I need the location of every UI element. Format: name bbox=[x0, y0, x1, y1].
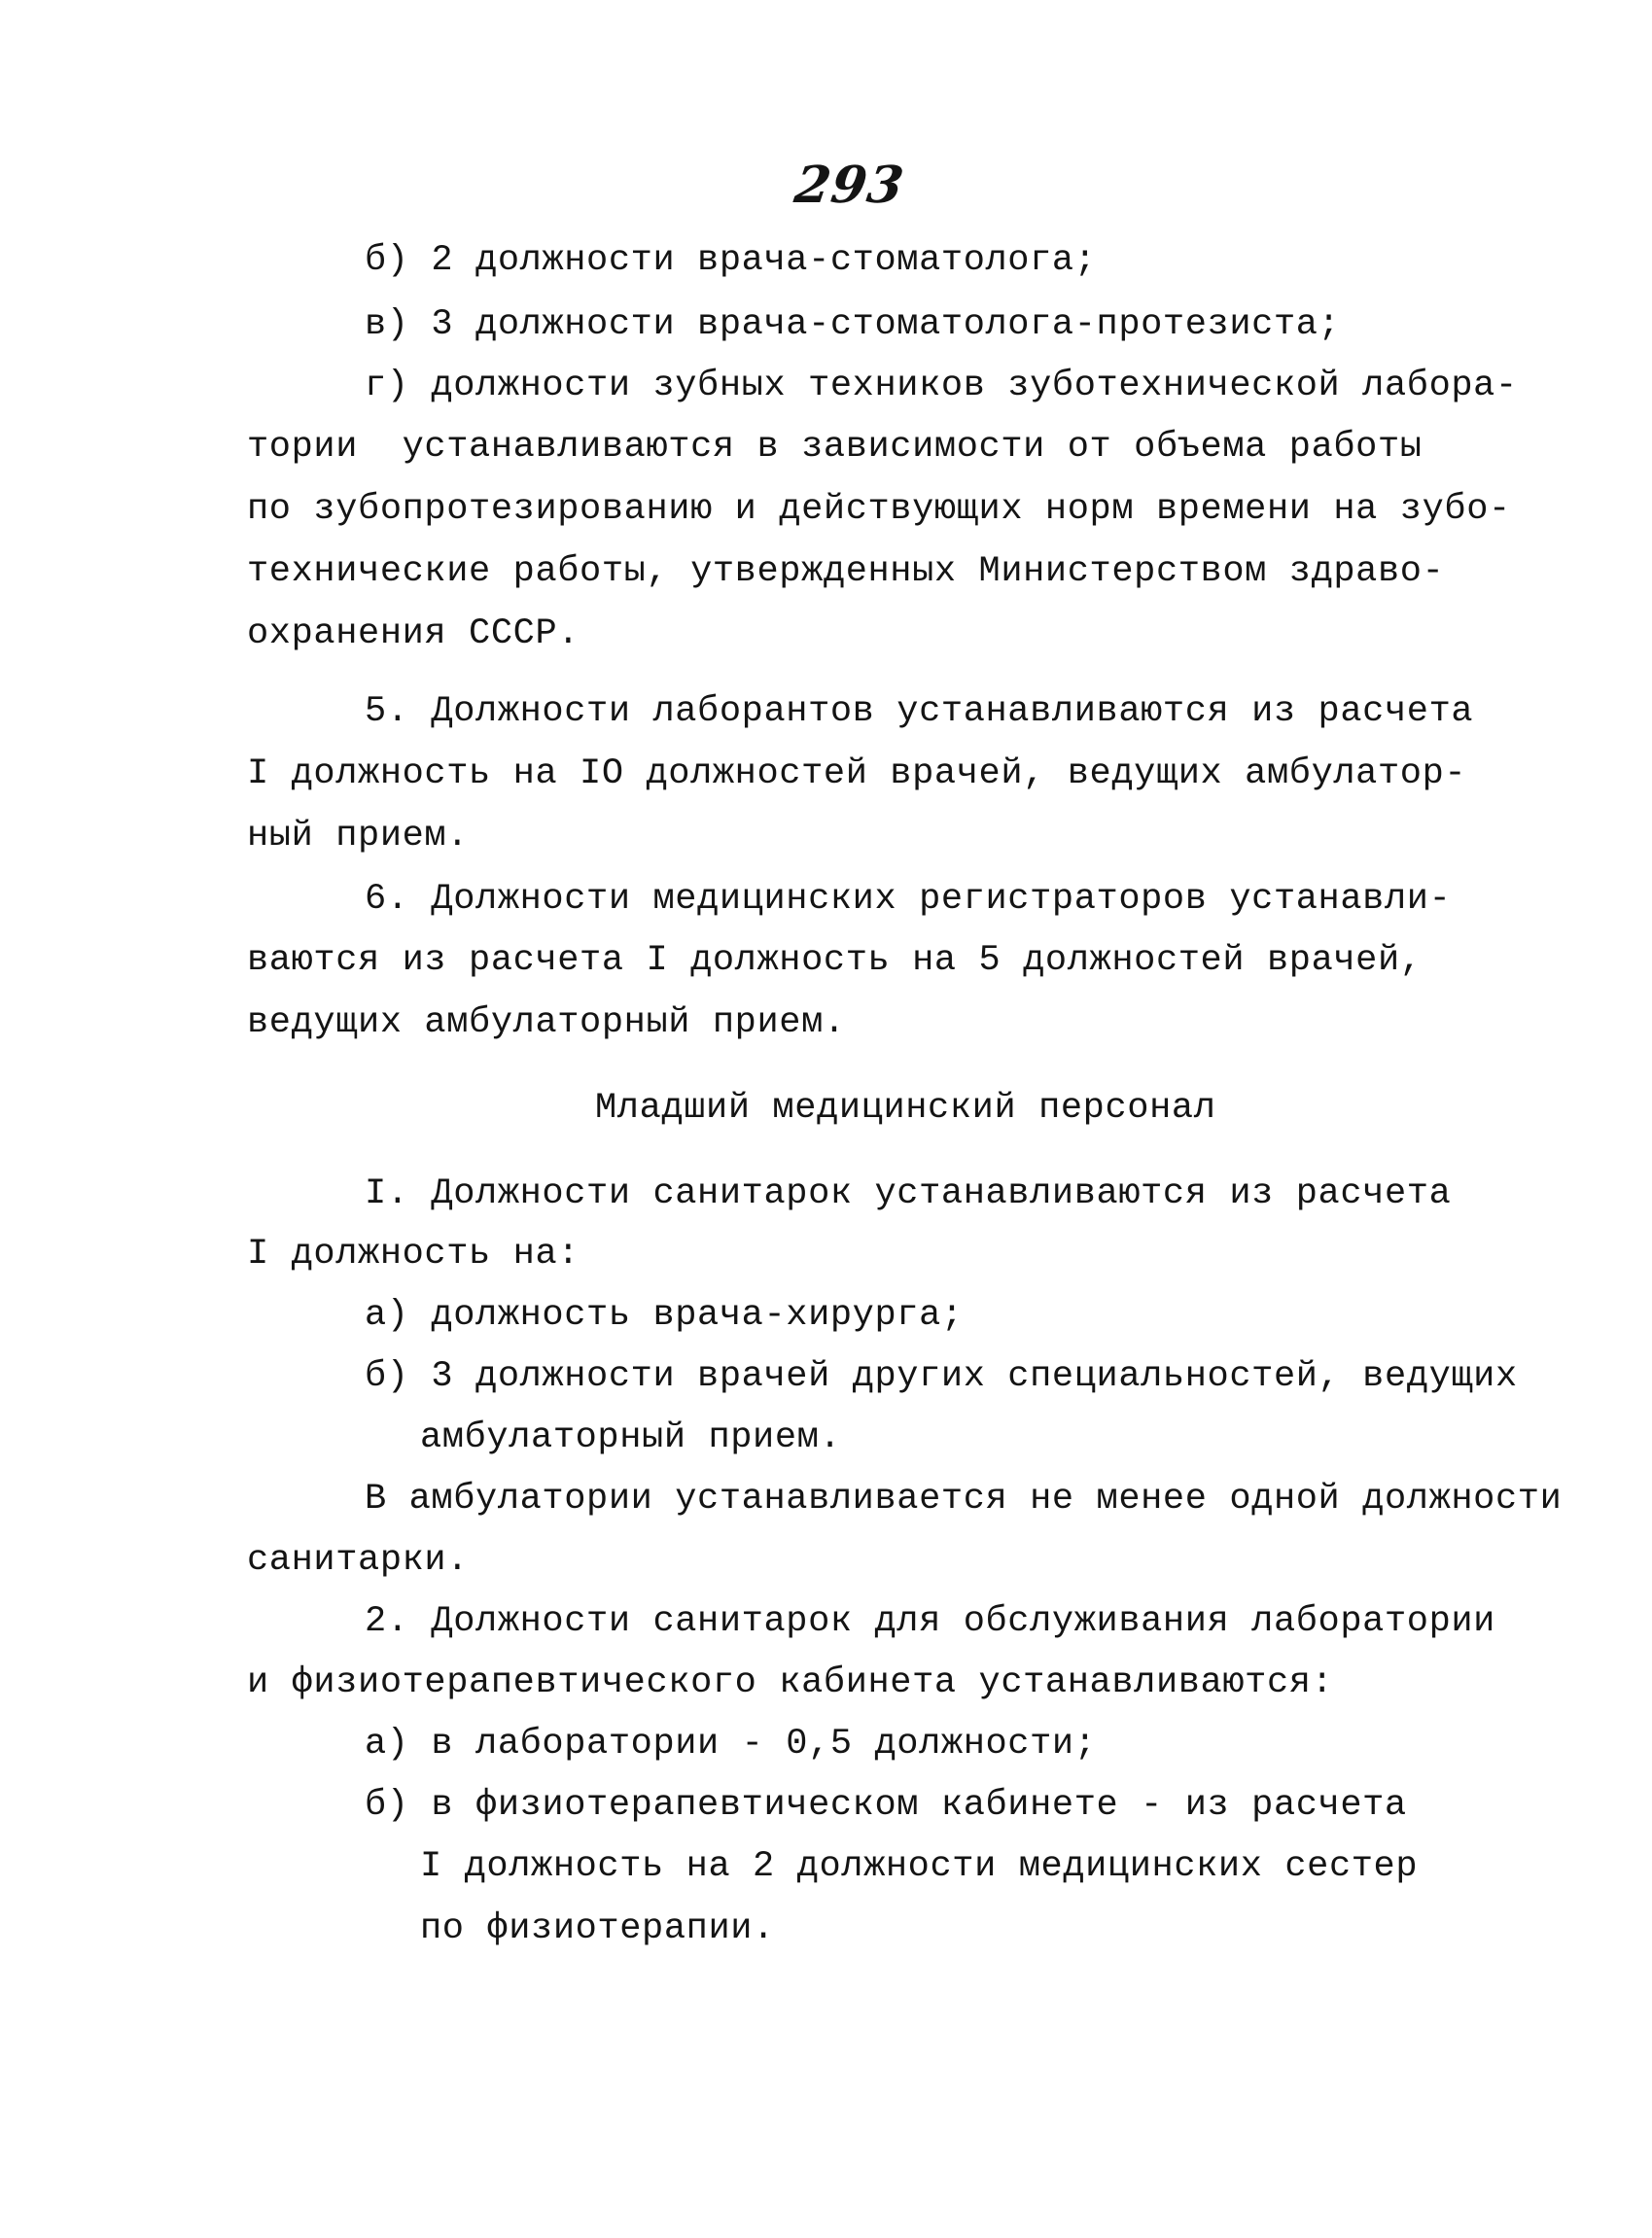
para6-line-2: ваются из расчета I должность на 5 должностей врачей, bbox=[247, 940, 1423, 981]
item-g-line-3: по зубопротезированию и действующих норм времени на зубо- bbox=[247, 489, 1511, 530]
junior-para1-b-line-1: б) 3 должности врачей других специальностей, ведущих bbox=[365, 1356, 1518, 1397]
junior-para1-a: а) должность врача-хирурга; bbox=[365, 1295, 964, 1336]
junior-para1-line-1: I. Должности санитарок устанавливаются из расчета bbox=[365, 1173, 1452, 1214]
item-v-line: в) 3 должности врача-стоматолога-протезиста; bbox=[365, 304, 1341, 345]
item-g-line-4: технические работы, утвержденных Министерством здраво- bbox=[247, 551, 1445, 592]
junior-para2-b-line-1: б) в физиотерапевтическом кабинете - из расчета bbox=[365, 1785, 1407, 1826]
section-heading: Младший медицинский персонал bbox=[595, 1088, 1216, 1129]
item-b-line: б) 2 должности врача-стоматолога; bbox=[365, 240, 1097, 281]
para5-line-3: ный прием. bbox=[247, 816, 470, 857]
junior-para2-b-line-2: I должность на 2 должности медицинских сестер bbox=[420, 1846, 1419, 1887]
junior-para1-line-2: I должность на: bbox=[247, 1234, 580, 1275]
para6-line-1: 6. Должности медицинских регистраторов устанавли- bbox=[365, 879, 1452, 920]
para6-line-3: ведущих амбулаторный прием. bbox=[247, 1002, 846, 1043]
item-g-line-5: охранения СССР. bbox=[247, 613, 580, 654]
junior-note-line-1: В амбулатории устанавливается не менее одной должности bbox=[365, 1479, 1563, 1520]
junior-para1-b-line-2: амбулаторный прием. bbox=[420, 1417, 842, 1458]
item-g-line-2: тории устанавливаются в зависимости от объема работы bbox=[247, 427, 1423, 468]
para5-line-1: 5. Должности лаборантов устанавливаются из расчета bbox=[365, 691, 1474, 732]
junior-para2-line-1: 2. Должности санитарок для обслуживания лаборатории bbox=[365, 1601, 1495, 1642]
page-number: 293 bbox=[791, 156, 908, 215]
junior-para2-line-2: и физиотерапевтического кабинета устанавливаются: bbox=[247, 1662, 1334, 1703]
junior-para2-b-line-3: по физиотерапии. bbox=[420, 1908, 775, 1949]
junior-note-line-2: санитарки. bbox=[247, 1540, 470, 1581]
item-g-line-1: г) должности зубных техников зуботехнической лабора- bbox=[365, 366, 1518, 406]
junior-para2-a: а) в лаборатории - 0,5 должности; bbox=[365, 1724, 1097, 1765]
para5-line-2: I должность на IO должностей врачей, ведущих амбулатор- bbox=[247, 753, 1467, 794]
